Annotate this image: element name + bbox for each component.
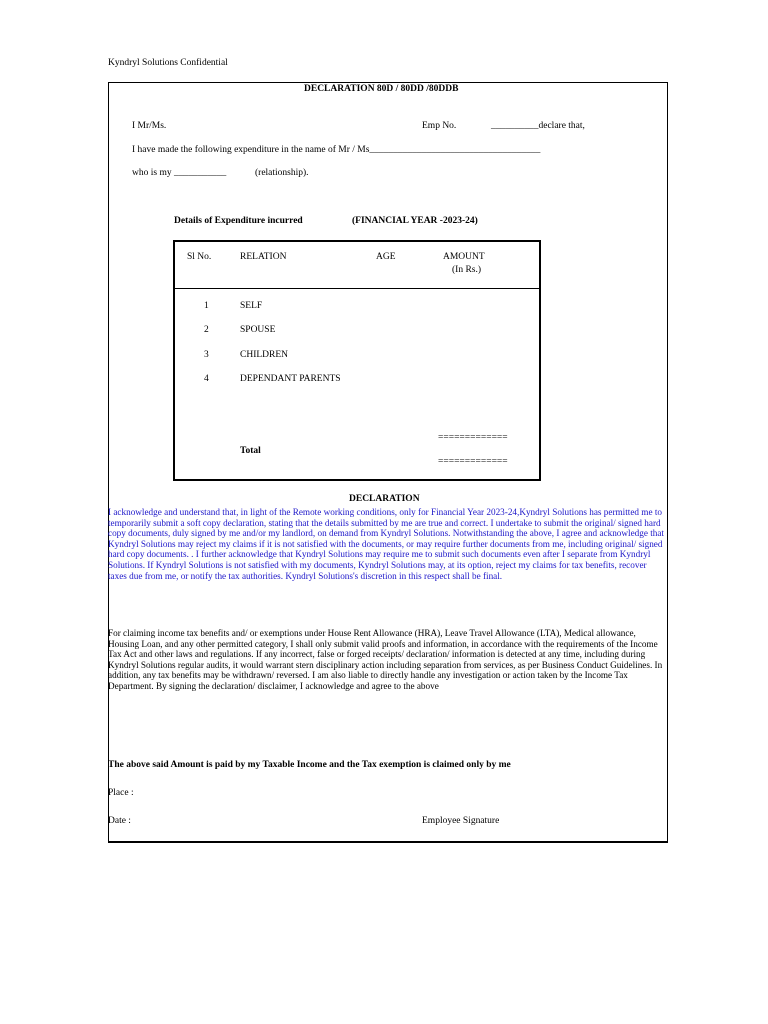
total-equals-bottom: ============= <box>438 457 508 467</box>
table-row-sl: 4 <box>204 374 209 384</box>
taxable-income-statement: The above said Amount is paid by my Taxable Income and the Tax exemption is claimed only by me <box>108 760 511 770</box>
header-amount: AMOUNT <box>443 252 485 262</box>
form-title: DECLARATION 80D / 80DD /80DDB <box>304 84 459 94</box>
date-label: Date : <box>108 816 131 826</box>
table-row-relation: DEPENDANT PARENTS <box>240 374 341 384</box>
place-label: Place : <box>108 788 134 798</box>
financial-year-label: (FINANCIAL YEAR -2023-24) <box>352 216 478 226</box>
remote-declaration-paragraph: I acknowledge and understand that, in light of the Remote working conditions, only for Financial Year 2023-24,Kyndryl Solutions has permitted me to temporarily submit a soft copy declaration, stating that the details submitted by me are true and correct. I undertake to submit the original/ signed hard copy documents, duly signed by me and/or my landlord, on demand from Kyndryl Solutions. Notwithstanding the above, I agree and acknowledge that Kyndryl Solutions may reject my claims if it is not satisfied with the documents, or may require further documents from me, including original/ signed hard copy documents. . I further acknowledge that Kyndryl Solutions may require me to submit such documents even after I separate from Kyndryl Solutions. If Kyndryl Solutions is not satisfied with my documents, Kyndryl Solutions may, at its option, reject my claims for tax benefits, recover taxes due from me, or notify the tax authorities. Kyndryl Solutions's discretion in this respect shall be final. <box>108 507 664 581</box>
table-row-relation: SPOUSE <box>240 325 276 335</box>
table-row-sl: 2 <box>204 325 209 335</box>
relationship-prefix: who is my ___________ <box>132 168 227 178</box>
table-row-sl: 3 <box>204 350 209 360</box>
frame-double-bottom-rule <box>108 842 668 843</box>
total-equals-top: ============= <box>438 433 508 443</box>
table-row-sl: 1 <box>204 301 209 311</box>
name-prefix-label: I Mr/Ms. <box>132 121 167 131</box>
employee-signature-label: Employee Signature <box>422 816 500 826</box>
declaration-heading: DECLARATION <box>349 494 420 504</box>
header-sl-no: Sl No. <box>187 252 212 262</box>
declare-that-label: __________declare that, <box>491 121 585 131</box>
details-label: Details of Expenditure incurred <box>174 216 303 226</box>
total-label: Total <box>240 446 261 456</box>
header-relation: RELATION <box>240 252 287 262</box>
expenditure-name-line: I have made the following expenditure in the name of Mr / Ms____________________________________ <box>132 145 541 155</box>
table-row-relation: CHILDREN <box>240 350 289 360</box>
confidential-header: Kyndryl Solutions Confidential <box>108 58 228 68</box>
table-header-rule <box>175 288 541 289</box>
tax-benefit-paragraph: For claiming income tax benefits and/ or exemptions under House Rent Allowance (HRA), Leave Travel Allowance (LTA), Medical allowance, Housing Loan, and any other permitted category, I shall only submit valid proofs and information, in accordance with the requirements of the Income Tax Act and other laws and regulations. If any incorrect, false or forged receipts/ declaration/ information is detected at any time, including during Kyndryl Solutions regular audits, it would warrant stern disciplinary action including separation from services, as per Business Conduct Guidelines. In addition, any tax benefits may be withdrawn/ reversed. I am also liable to directly handle any investigation or action taken by the Income Tax Department. By signing the declaration/ disclaimer, I acknowledge and agree to the above <box>108 628 663 691</box>
header-age: AGE <box>376 252 396 262</box>
expenditure-table <box>173 240 541 481</box>
relationship-suffix: (relationship). <box>255 168 309 178</box>
header-amount-unit: (In Rs.) <box>452 265 482 275</box>
table-row-relation: SELF <box>240 301 263 311</box>
emp-no-label: Emp No. <box>422 121 457 131</box>
